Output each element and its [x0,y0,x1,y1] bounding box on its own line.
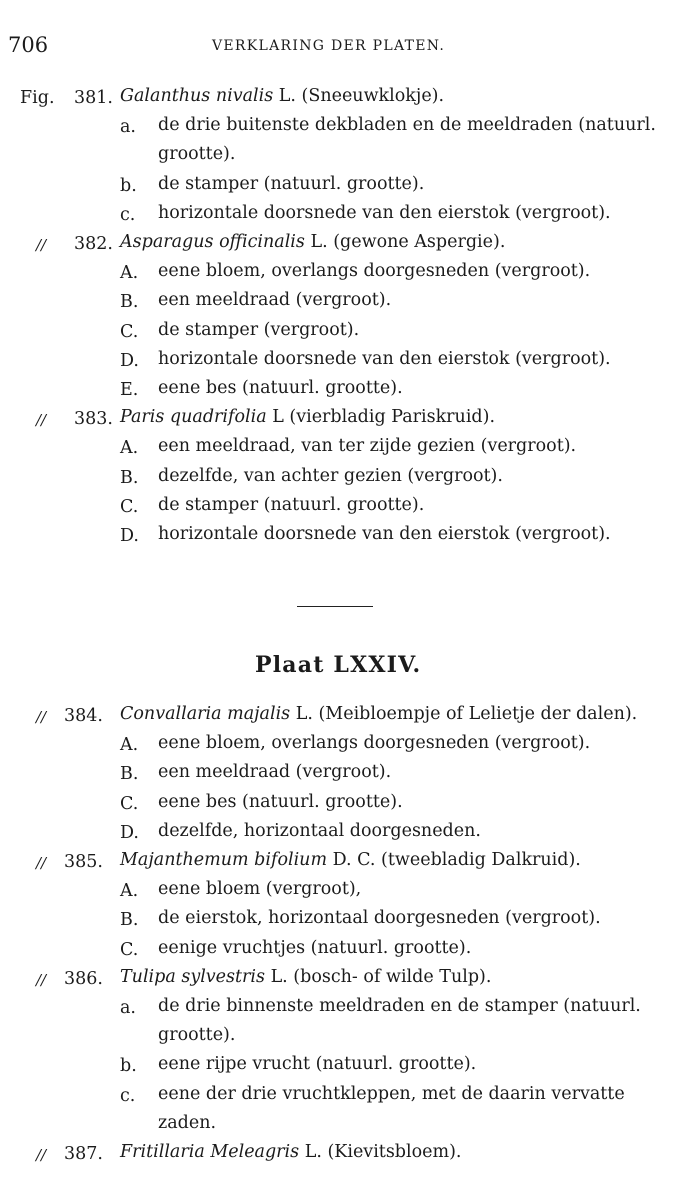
figure-heading [120,88,444,106]
item-text: horizontale doorsnede van den eierstok (vergroot). [158,202,611,223]
page-number: 706 [8,33,49,57]
item-text: de stamper (natuurl. grootte). [158,494,425,515]
item-label: C. [120,496,139,517]
item-label: B. [120,764,139,785]
ditto-mark: // [36,854,47,872]
item-label: D. [120,350,139,371]
item-text: een meeldraad (vergroot). [158,290,392,311]
item-text: dezelfde, horizontaal doorgesneden. [158,820,481,841]
item-text: een meeldraad (vergroot). [158,762,392,783]
item-text: eene bes (natuurl. grootte). [158,378,403,398]
species-name: Fritillaria Meleagris [120,1142,300,1162]
item-text: de drie binnenste meeldraden en de stamper (natuurl. [158,996,641,1016]
item-text: eene bloem, overlangs doorgesneden (vergroot). [158,261,591,282]
figure-heading [120,966,492,987]
item-label: B. [120,292,139,313]
ditto-mark: // [36,708,47,726]
item-text: de drie buitenste dekbladen en de meeldraden (natuurl. [158,115,656,136]
item-label: D. [120,526,139,546]
heading-rest: L. (Sneeuwklokje). [273,86,445,106]
ditto-mark: // [36,411,47,430]
fig-prefix: Fig. [20,88,55,108]
species-name: Convallaria majalis [120,704,291,724]
item-text: de stamper (vergroot). [158,319,360,340]
heading-rest: L. (gewone Aspergie). [304,232,506,252]
ditto-mark: // [36,236,47,254]
item-label: B. [120,910,139,931]
figure-number: 384. [64,706,103,726]
item-label: c. [120,1085,136,1106]
heading-rest: L (vierbladig Pariskruid). [266,407,496,428]
item-text: eene der drie vruchtkleppen, met de daarin vervatte [158,1083,625,1104]
item-text: horizontale doorsnede van den eierstok (vergroot). [158,348,611,369]
item-text: een meeldraad, van ter zijde gezien (vergroot). [158,436,577,457]
item-text: grootte). [158,144,236,165]
species-name: Majanthemum bifolium [120,850,328,870]
item-label: a. [120,998,136,1018]
heading-rest: D. C. (tweebladig Dalkruid). [327,850,581,870]
figure-heading [120,1144,461,1162]
ditto-mark: // [36,1146,47,1164]
item-text: eene rijpe vrucht (natuurl. grootte). [158,1054,477,1075]
item-label: D. [120,822,139,843]
item-label: C. [120,793,139,814]
figure-number: 387. [64,1144,103,1164]
item-text: eene bloem (vergroot), [158,879,362,900]
species-name: Asparagus officinalis [120,232,305,252]
plate-title: Plaat LXXIV. [255,652,422,678]
item-label: C. [120,321,139,342]
ditto-mark: // [36,970,47,989]
item-text: eene bes (natuurl. grootte). [158,791,403,812]
species-name: Paris quadrifolia [120,407,267,428]
heading-rest: L. (bosch- of wilde Tulp). [265,966,492,987]
item-label: E. [120,380,139,400]
section-divider [297,606,373,607]
figure-heading [120,234,505,252]
item-text: eenige vruchtjes (natuurl. grootte). [158,937,472,958]
figure-number: 383. [74,409,113,430]
item-text: grootte). [158,1025,236,1046]
figure-number: 385. [64,852,103,872]
heading-rest: L. (Meibloempje of Lelietje der dalen). [290,704,638,724]
item-label: a. [120,117,136,138]
item-text: de eierstok, horizontaal doorgesneden (vergroot). [158,908,601,929]
figure-number: 386. [64,968,103,989]
species-name: Galanthus nivalis [120,86,274,106]
item-label: A. [120,438,139,459]
item-label: B. [120,467,139,488]
item-label: c. [120,204,136,225]
item-text: eene bloem, overlangs doorgesneden (vergroot). [158,733,591,754]
figure-number: 382. [74,234,113,254]
figure-number: 381. [74,88,113,108]
item-label: A. [120,263,139,284]
item-label: A. [120,735,139,756]
running-title: VERKLARING DER PLATEN. [212,38,446,54]
item-label: A. [120,881,139,902]
item-text: de stamper (natuurl. grootte). [158,173,425,194]
item-text: zaden. [158,1112,217,1133]
species-name: Tulipa sylvestris [120,966,265,987]
item-text: horizontale doorsnede van den eierstok (vergroot). [158,524,611,544]
item-label: b. [120,1056,137,1077]
figure-heading [120,852,581,870]
item-text: dezelfde, van achter gezien (vergroot). [158,465,503,486]
heading-rest: L. (Kievitsbloem). [299,1142,462,1162]
figure-heading [120,706,637,724]
item-label: b. [120,175,137,196]
item-label: C. [120,939,139,960]
figure-heading [120,409,495,427]
